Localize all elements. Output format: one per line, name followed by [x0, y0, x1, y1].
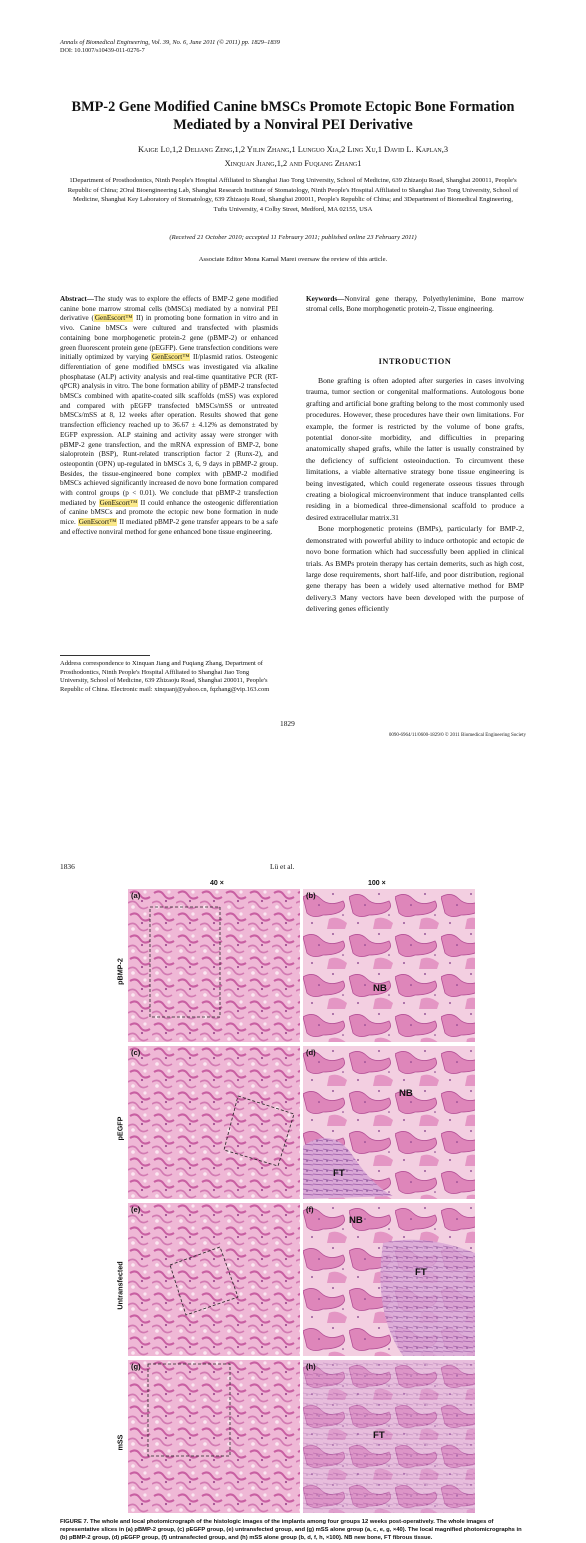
- column-header-40x: 40 ×: [210, 880, 224, 887]
- keywords-label: Keywords—: [306, 295, 345, 303]
- micrograph-panel-h: [303, 1360, 475, 1513]
- issn-line: 0090-6964/11/0600-1829/0 © 2011 Biomedical Engineering Society: [388, 733, 526, 738]
- authors-line-2: Xinquan Jiang,1,2 and Fuqiang Zhang1: [224, 159, 362, 168]
- column-header-100x: 100 ×: [368, 880, 386, 887]
- new-bone-marker: NB: [349, 1215, 363, 1226]
- micrograph-panel-e: [128, 1203, 300, 1356]
- section-heading-introduction: INTRODUCTION: [378, 357, 452, 366]
- micrograph-panel-b: [303, 889, 475, 1042]
- editor-note: Associate Editor Mona Kamal Marei oversaw the review of this article.: [198, 256, 388, 263]
- keywords-text: Nonviral gene therapy, Polyethylenimine, Bone marrow stromal cells, Bone morphogenetic protein-2, Tissue engineering.: [306, 295, 524, 313]
- row-label-pegfp: pEGFP: [115, 1116, 125, 1141]
- new-bone-marker: NB: [373, 983, 387, 994]
- highlighted-term: GenEscort™: [151, 353, 190, 362]
- micrograph-panel-c: [128, 1046, 300, 1199]
- article-title: BMP-2 Gene Modified Canine bMSCs Promote Ectopic Bone Formation Mediated by a Nonviral PEI Derivative: [71, 99, 515, 133]
- fibrous-tissue-marker: FT: [333, 1168, 345, 1179]
- intro-paragraph-1: Bone grafting is often adopted after surgeries in cases involving trauma, tumor section or congenital malformations. Autologous bone grafting and artificial bone grafting belong to the most commonly used procedures. However, these procedures have their own limitations. For example, the former is restricted by the volume of bone grafts, potential donor-site morbidity, and difficulties in preparing anatomically shaped grafts, while the latter is usually constrained by the deficiency of sufficient osteoinduction. To circumvent these limitations, a viable alternative strategy bone tissue engineering is being investigated, which could regenerate osseous tissues through creating a biological microenvironment that induce transplanted cells residing in a biomedical three-dimensional scaffold to produce a desired extracellular matrix.31: [306, 376, 524, 522]
- affiliations: 1Department of Prosthodontics, Ninth People's Hospital Affiliated to Shanghai Jiao Tong University, School of Medicine, 639 Zhizaoju Road, Shanghai 200011, People's Republic of China; 2Oral Bioengineering Lab, Shanghai Research Institute of Stomatology, Ninth People's Hospital Affiliated to Shanghai Jiao Tong University, School of Medicine, Shanghai Key Laboratory of Stomatology, 639 Zhizaoju Road, Shanghai 200011, People's Republic of China; and 3Department of Biomedical Engineering, Tufts University, 4 Colby Street, Medford, MA 02155, USA: [67, 177, 519, 213]
- panel-label: (b): [306, 891, 316, 900]
- fibrous-tissue-marker: FT: [415, 1267, 427, 1278]
- highlighted-term: GenEscort™: [99, 498, 137, 507]
- page-number: 1829: [280, 719, 295, 728]
- page-number: 1836: [60, 862, 75, 871]
- micrograph-panel-f: [303, 1203, 475, 1356]
- abstract-text: II could enhance the osteogenic differentiation of canine bMSCs and promote the ectopic new bone formation in nude mice.: [60, 498, 279, 527]
- highlighted-term: GenEscort™: [94, 314, 133, 323]
- panel-label: (g): [131, 1362, 141, 1371]
- new-bone-marker: NB: [399, 1088, 413, 1099]
- row-label-pbmp2: pBMP-2: [115, 958, 125, 985]
- abstract: [60, 295, 278, 538]
- abstract-label: Abstract—: [60, 295, 94, 303]
- micrograph-panel-a: [128, 889, 300, 1042]
- intro-paragraph-2: Bone morphogenetic proteins (BMPs), particularly for BMP-2, demonstrated with powerful ability to induce orthotopic and ectopic de novo bone formation which had successfully been applied in clinical trials. As BMPs protein therapy has certain demerits, such as high cost, large dose requirements, short half-life, and poor distribution, regional gene therapy has been a widely used alternative method for BMP delivery.3 Many vectors have been developed with the purpose of delivering genes efficiently: [306, 524, 524, 614]
- abstract-text: II) in promoting bone formation in vitro and in vivo. Canine bMSCs were cultured and transfected with plasmids containing bone morphogenetic protein-2 gene (pBMP-2) or enhanced green fluorescent protein gene (pEGFP). Gene transfection conditions were initially optimized by varying: [60, 314, 278, 362]
- authors-line-1: Kaige Lü,1,2 Deliang Zeng,1,2 Yilin Zhang,1 Lunguo Xia,2 Ling Xu,1 David L. Kaplan,3: [137, 145, 449, 154]
- abstract-text: II/plasmid ratios. Osteogenic differentiation of gene modified bMSCs was investigated via alkaline phosphatase (ALP) activity analysis and real-time quantitative PCR (RT-qPCR) analysis in vitro. The bone formation ability of pBMP-2 transfected bMSCs combined with apatite-coated silk scaffolds (mSS) was explored and compared with pEGFP transfected bMSCs/mSS or untreated bMSCs/mSS at 8, 12 weeks after operation. Results showed that gene transfection efficiency reached up to 36.67 ± 4.12% as demonstrated by EGFP expression. ALP staining and activity assay were stronger with pBMP-2 gene transfection, and the mRNA expression of BMP-2, bone sialoprotein (BSP), Runt-related transcription factor 2 (Runx-2), and osteopontin (OPN) up-regulated in bMSCs 3, 6, 9 days in pBMP-2 group. Besides, the tissue-engineered bone complex with pBMP-2 modified bMSCs achieved significantly increased de novo bone formation compared with control groups (p < 0.01). We conclude that pBMP-2 transfection mediated by: [60, 353, 278, 507]
- received-dates: (Received 21 October 2010; accepted 11 February 2011; published online 23 February 2011): [169, 234, 417, 241]
- micrograph-panel-g: [128, 1360, 300, 1513]
- author-list: [70, 143, 516, 171]
- abstract-text: The study was to explore the effects of BMP-2 gene modified canine bone marrow stromal cells (bMSCs) mediated by a nonviral PEI derivative (: [60, 295, 278, 323]
- row-label-untransfected: Untransfected: [115, 1261, 125, 1310]
- panel-label: (c): [131, 1048, 141, 1057]
- panel-label: (h): [306, 1362, 316, 1371]
- correspondence-footnote: Address correspondence to Xinquan Jiang and Fuqiang Zhang, Department of Prosthodontics, Ninth People's Hospital Affiliated to Shanghai Jiao Tong University, School of Medicine, 639 Zhizaoju Road, Shanghai 200011, People's Republic of China. Electronic mail: xinquanj@yahoo.cn, fqzhang@vip.163.com: [60, 660, 270, 693]
- journal-citation: Annals of Biomedical Engineering, Vol. 39, No. 6, June 2011 (© 2011) pp. 1829–1839: [60, 39, 280, 46]
- highlighted-term: GenEscort™: [78, 518, 117, 527]
- panel-label: (a): [131, 891, 141, 900]
- abstract-text: II mediated pBMP-2 gene transfer appears to be a safe and effective nonviral method for gene enhanced bone tissue engineering.: [60, 518, 278, 536]
- doi: DOI: 10.1007/s10439-011-0276-7: [60, 47, 145, 54]
- keywords: [306, 295, 524, 314]
- footnote-rule: [60, 655, 150, 656]
- figure-caption: FIGURE 7. The whole and local photomicrograph of the histologic images of the implants among four groups 12 weeks post-operatively. The whole images of representative slices in (a) pBMP-2 group, (c) pEGFP group, (e) untransfected group, and (g) mSS alone group (a, c, e, g, ×40). The local magnified photomicrographs in (b) pBMP-2 group, (d) pEGFP group, (f) untransfected group, and (h) mSS alone group (b, d, f, h, ×100). NB new bone, FT fibrous tissue.: [60, 1519, 522, 1542]
- running-head: Lü et al.: [270, 862, 295, 871]
- fibrous-tissue-marker: FT: [373, 1430, 385, 1441]
- panel-label: (e): [131, 1205, 141, 1214]
- row-label-mss: mSS: [115, 1434, 125, 1451]
- introduction-body: [306, 375, 524, 615]
- panel-label: (f): [306, 1205, 314, 1214]
- panel-label: (d): [306, 1048, 316, 1057]
- micrograph-panel-d: [303, 1046, 475, 1199]
